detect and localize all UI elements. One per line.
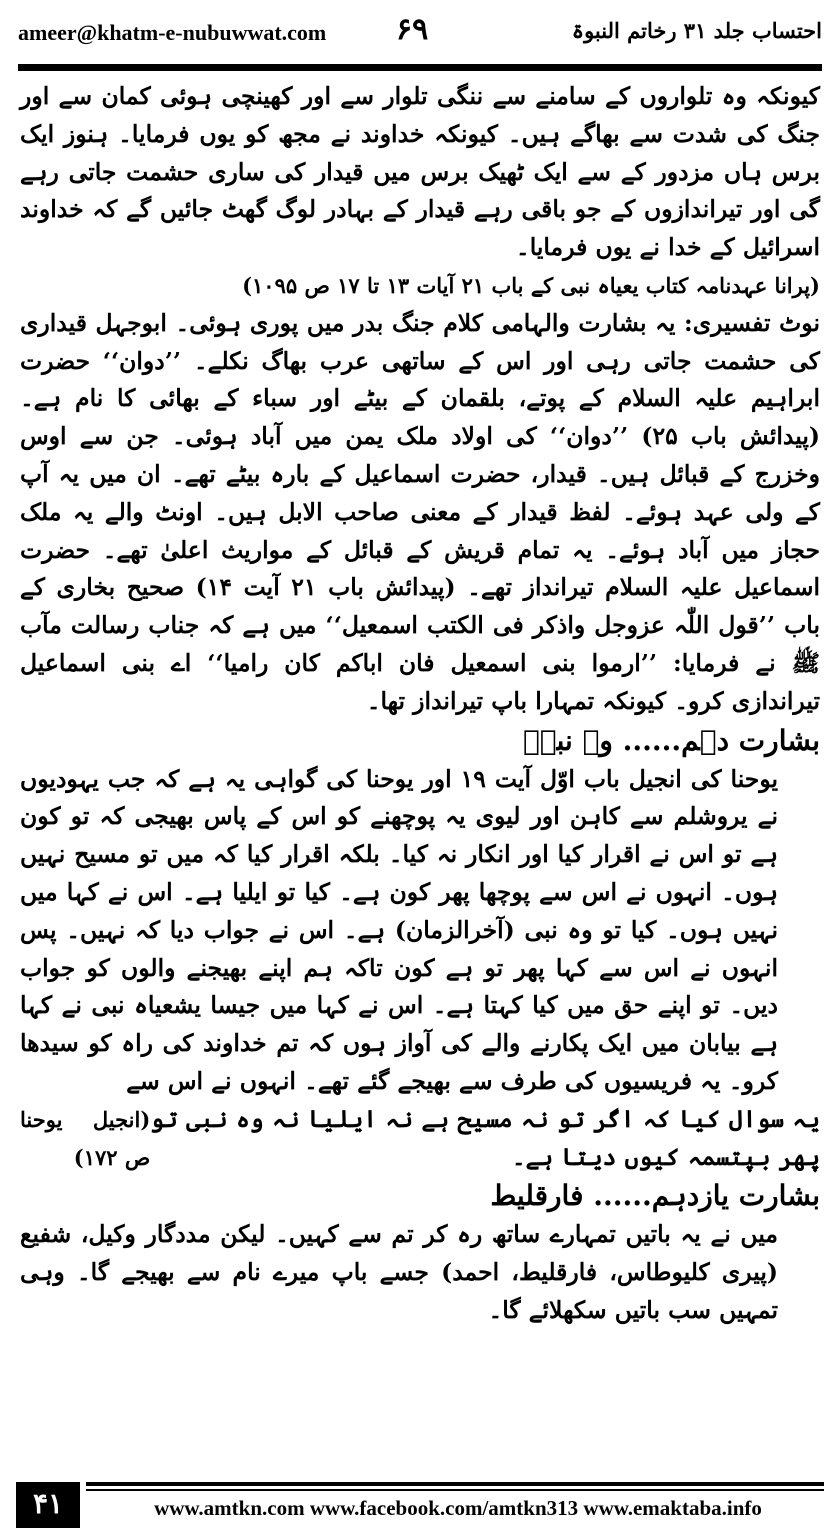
footer-rule-thin: [86, 1489, 824, 1491]
paragraph-2-part-b: ‘‘ میں ہے کہ جناب رسالت مآب ﷺ نے فرمایا: ’’: [20, 611, 820, 677]
page-body: [20, 78, 820, 1438]
footer-links[interactable]: www.amtkn.com www.facebook.com/amtkn313 www.emaktaba.info: [154, 1496, 762, 1520]
paragraph-2-part-a: نوٹ تفسیری: یہ بشارت والہامی کلام جنگ بدر میں پوری ہوئی۔ ابوجہل قیداری کی حشمت جاتی رہی اور اس کے ساتھی عرب بھاگ نکلے۔ ’’دوان‘‘ حضرت ابراہیم علیہ السلام کے پوتے، بلقمان کے بیٹے اور سباء کے بھائی کا نام ہے۔ (پیدائش باب ۲۵) ’’دوان‘‘ کی اولاد ملک یمن میں آباد ہوئی۔ جن سے اوس وخزرج کے قبائل ہیں۔ قیدار، حضرت اسماعیل کے بارہ بیٹے تھے۔ ان میں یہ آپ کے ولی عہد ہوئے۔ لفظ قیدار کے معنی صاحب الابل ہیں۔ اونٹ والے یہ ملک حجاز میں آباد ہوئے۔ یہ تمام قریش کے قبائل کے مواریث اعلیٰ تھے۔ حضرت اسماعیل علیہ السلام تیرانداز تھے۔ (پیدائش باب ۲۱ آیت ۱۴) صحیح بخاری کے باب ’’: [20, 308, 820, 640]
header-page-number: ۶۹: [396, 12, 429, 47]
arabic-quote-2: ارموا بنی اسمعیل فان اباکم کان رامیا: [223, 648, 641, 677]
header-title: احتساب جلد ۳۱ رخاتم النبوۃ: [571, 18, 822, 43]
paragraph-4: میں نے یہ باتیں تمہارے ساتھ رہ کر تم سے کہیں۔ لیکن مددگار وکیل، شفیع (پیری کلیوطاس، فارقلیط، احمد) جسے باپ میرے نام سے بھیجے گا۔ وہی تمہیں سب باتیں سکھلائے گا۔: [20, 1220, 778, 1324]
reference-1: (پرانا عہدنامہ کتاب یعیاہ نبی کے باب ۲۱ آیات ۱۳ تا ۱۷ ص ۱۰۹۵): [242, 272, 820, 298]
paragraph-1: کیونکہ وہ تلواروں کے سامنے سے ننگی تلوار سے اور کھینچی ہوئی کمان سے اور جنگ کی شدت سے بھاگے ہیں۔ کیونکہ خداوند نے مجھ کو یوں فرمایا۔ ہنوز ایک برس ہاں مزدور کے سے ایک ٹھیک برس میں قیدار کی ساری حشمت جاتی رہے گی اور تیراندازوں کے جو باقی رہے قیدار کے بہادر لوگ گھٹ جائیں گے کہ خداوند اسرائیل کے خدا نے یوں فرمایا۔: [20, 82, 820, 262]
arabic-quote-1: قول اللّٰہ عزوجل واذکر فی الکتب اسمعیل: [341, 611, 759, 640]
section-heading-11: بشارت یازدہم...... فارقلیط: [490, 1179, 820, 1213]
paragraph-2: [20, 305, 820, 721]
header-rule: [18, 64, 822, 71]
paragraph-3-last-line: [20, 1101, 820, 1177]
paragraph-3-last-text: یہ سوال کیا کہ اگر تو نہ مسیح ہے نہ ایلیا نہ وہ نبی تو پھر بپتسمہ کیوں دیتا ہے۔: [150, 1104, 820, 1171]
page-footer: [16, 1482, 824, 1534]
page-header: [18, 6, 822, 62]
section-heading-10: بشارت دہم...... وہ نبیؑ: [523, 723, 820, 757]
header-email: ameer@khatm-e-nubuwwat.com: [18, 20, 327, 45]
footer-page-number: ۴۱: [16, 1482, 80, 1528]
paragraph-3: یوحنا کی انجیل باب اوّل آیت ۱۹ اور یوحنا کی گواہی یہ ہے کہ جب یہودیوں نے یروشلم سے کاہن اور لیوی یہ پوچھنے کو اس کے پاس بھیجی کہ تو کون ہے تو اس نے اقرار کیا اور انکار نہ کیا۔ بلکہ اقرار کیا کہ میں تو مسیح نہیں ہوں۔ انہوں نے اس سے پوچھا پھر کون ہے۔ کیا تو ایلیا ہے۔ اس نے کہا میں نہیں ہوں۔ کیا تو وہ نبی (آخرالزمان) ہے۔ اس نے جواب دیا کہ نہیں۔ پس انہوں نے اس سے کہا پھر تو ہے کون تاکہ ہم اپنے بھیجنے والوں کو جواب دیں۔ تو اپنے حق میں کیا کہتا ہے۔ اس نے کہا میں جیسا یشعیاہ نبی نے کہا ہے بیابان میں ایک پکارنے والے کی آواز ہوں کہ تم خداوند کی راہ کو سیدھا کرو۔ یہ فریسیوں کی طرف سے بھیجے گئے تھے۔ انہوں نے اس سے: [20, 764, 778, 1095]
footer-rule: [86, 1482, 824, 1486]
paragraph-2-part-c: ‘‘ اے بنی اسماعیل تیراندازی کرو۔ کیونکہ تمہارا باپ تیرانداز تھا۔: [20, 648, 820, 715]
reference-2: (انجیل یوحنا ص ۱۷۲): [20, 1106, 151, 1170]
